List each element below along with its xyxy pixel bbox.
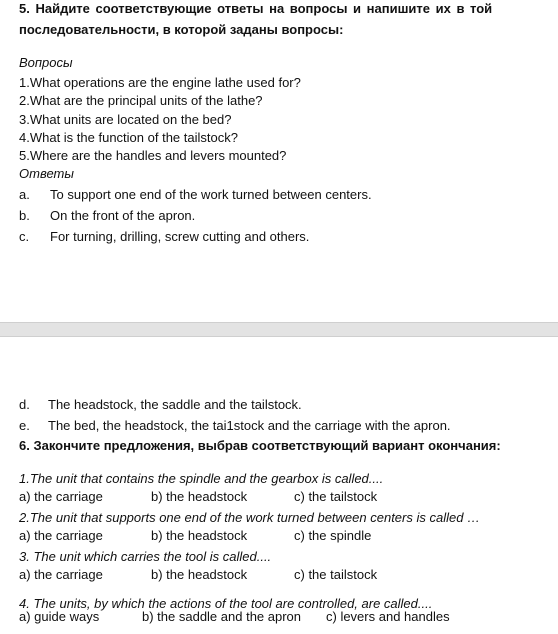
task5-header-line1: 5. Найдите соответствующие ответы на вопросы и напишите их в той <box>19 1 493 16</box>
question-2: 2.What are the principal units of the lathe? <box>19 93 263 108</box>
option-a: a) the carriage <box>19 489 103 504</box>
option-a: a) guide ways <box>19 609 100 624</box>
option-c: c) the tailstock <box>294 489 378 504</box>
option-b: b) the headstock <box>151 489 248 504</box>
answers-heading: Ответы <box>19 166 74 181</box>
question-3: 3.What units are located on the bed? <box>19 112 232 127</box>
answer-marker: e. <box>19 418 30 433</box>
answer-marker: a. <box>19 187 30 202</box>
answer-text: To support one end of the work turned between centers. <box>50 187 372 202</box>
sentence-3: 3. The unit which carries the tool is called.... <box>19 549 272 564</box>
answer-text: The bed, the headstock, the tai1stock and the carriage with the apron. <box>48 418 451 433</box>
question-1: 1.What operations are the engine lathe used for? <box>19 75 301 90</box>
document-page-2 <box>0 337 558 634</box>
answer-text: On the front of the apron. <box>50 208 196 223</box>
option-c: c) levers and handles <box>326 609 450 624</box>
option-c: c) the spindle <box>294 528 372 543</box>
questions-heading: Вопросы <box>19 55 73 70</box>
option-c: c) the tailstock <box>294 567 378 582</box>
answer-text: For turning, drilling, screw cutting and others. <box>50 229 310 244</box>
sentence-2: 2.The unit that supports one end of the work turned between centers is called … <box>19 510 481 525</box>
question-5: 5.Where are the handles and levers mounted? <box>19 148 287 163</box>
question-4: 4.What is the function of the tailstock? <box>19 130 238 145</box>
option-a: a) the carriage <box>19 567 103 582</box>
page-break-separator <box>0 322 558 337</box>
option-b: b) the headstock <box>151 567 248 582</box>
answer-text: The headstock, the saddle and the tailstock. <box>48 397 302 412</box>
sentence-4: 4. The units, by which the actions of the tool are controlled, are called.... <box>19 596 433 611</box>
option-a: a) the carriage <box>19 528 103 543</box>
option-b: b) the headstock <box>151 528 248 543</box>
answer-marker: d. <box>19 397 30 412</box>
task5-header-line2: последовательности, в которой заданы вопросы: <box>19 22 344 37</box>
sentence-1: 1.The unit that contains the spindle and the gearbox is called.... <box>19 471 384 486</box>
option-b: b) the saddle and the apron <box>142 609 302 624</box>
answer-marker: b. <box>19 208 30 223</box>
task6-header: 6. Закончите предложения, выбрав соответствующий вариант окончания: <box>19 438 501 453</box>
answer-marker: c. <box>19 229 30 244</box>
